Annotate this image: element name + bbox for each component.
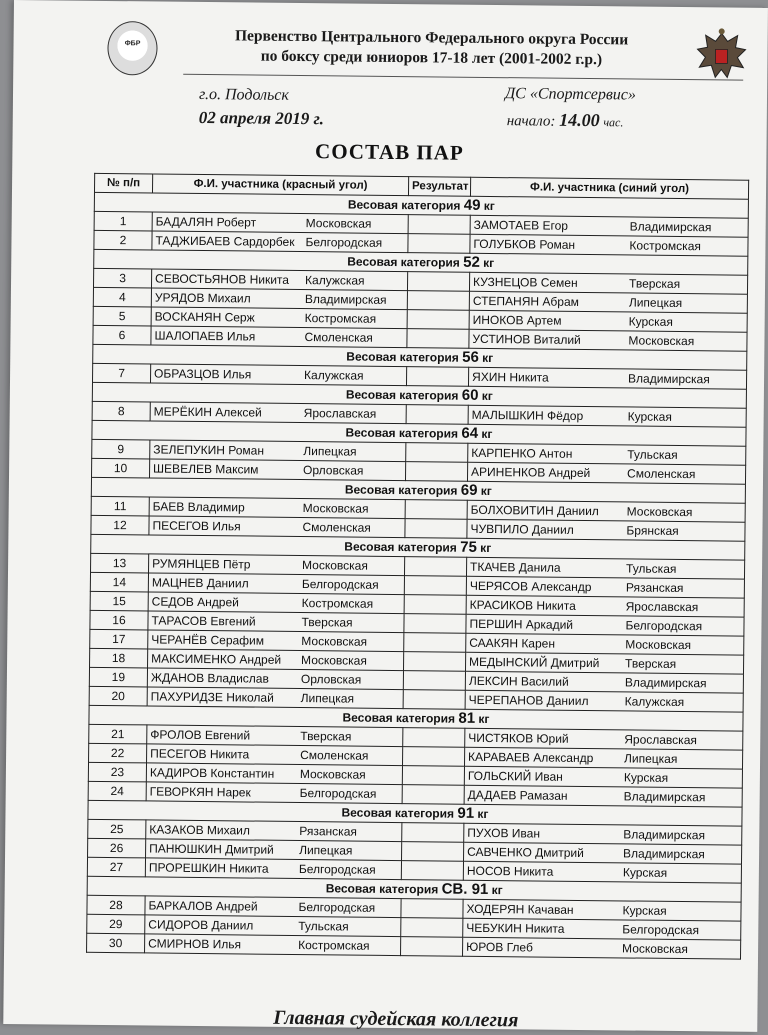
category-unit: кг — [483, 198, 495, 214]
document-title — [181, 26, 681, 71]
blue-athlete-name: УСТИНОВ Виталий — [472, 331, 581, 347]
result-cell — [405, 500, 467, 520]
red-athlete-name: ГЕВОРКЯН Нарек — [149, 783, 251, 800]
red-athlete-name: ЖДАНОВ Владислав — [150, 669, 269, 686]
result-cell — [405, 519, 467, 539]
category-unit: кг — [482, 350, 494, 366]
column-header-red: Ф.И. участника (красный угол) — [152, 174, 408, 196]
red-athlete-region: Тверская — [301, 614, 353, 630]
red-athlete-name: ЧЕРАНЁВ Серафим — [151, 631, 265, 648]
blue-athlete-name: ГОЛУБКОВ Роман — [473, 236, 576, 252]
pair-number: 25 — [88, 819, 146, 839]
red-athlete-name: СМИРНОВ Илья — [148, 935, 242, 951]
pair-number: 2 — [94, 230, 152, 250]
blue-athlete-name: БОЛХОВИТИН Даниил — [470, 502, 599, 518]
result-cell — [404, 614, 466, 634]
category-label: Весовая категория — [342, 710, 456, 726]
category-weight: 49 — [463, 196, 481, 214]
blue-athlete-name: ЮРОВ Глеб — [466, 939, 533, 954]
red-athlete-region: Московская — [301, 633, 368, 649]
category-weight: 69 — [460, 481, 478, 499]
pair-number: 23 — [88, 762, 146, 782]
blue-athlete-region: Курская — [627, 408, 672, 424]
column-header-num: № п/п — [94, 173, 152, 193]
red-athlete-name: ТАРАСОВ Евгений — [151, 612, 256, 629]
pairs-table — [86, 173, 749, 960]
pair-number: 4 — [93, 287, 151, 307]
federation-logo — [107, 21, 158, 76]
red-athlete-region: Московская — [299, 766, 366, 782]
pairs-table-body — [87, 192, 749, 959]
blue-athlete-name: ЧЕРЯСОВ Александр — [469, 578, 592, 594]
pair-number: 27 — [87, 857, 145, 877]
pair-number: 8 — [92, 401, 150, 421]
blue-athlete-region: Московская — [628, 332, 695, 348]
red-athlete-name: ВОСКАНЯН Серж — [154, 308, 255, 325]
event-start — [507, 109, 624, 131]
red-athlete-name: МАКСИМЕНКО Андрей — [151, 650, 282, 667]
result-cell — [403, 671, 465, 691]
category-weight: 75 — [460, 538, 477, 556]
footer-signature: Главная судейская коллегия — [273, 1006, 519, 1032]
red-athlete-region: Белгородская — [298, 861, 376, 877]
page-heading: СОСТАВ ПАР — [314, 139, 464, 165]
blue-athlete-name: СТЕПАНЯН Абрам — [472, 293, 579, 309]
blue-athlete-region: Ярославская — [625, 598, 699, 614]
column-header-result: Результат — [408, 177, 470, 197]
blue-athlete-name: ИНОКОВ Артем — [472, 312, 562, 328]
title-divider — [183, 74, 743, 81]
event-venue: ДС «Спортсервис» — [504, 85, 637, 104]
title-line-1: Первенство Центрального Федерального округа России — [234, 27, 629, 49]
result-cell — [401, 937, 463, 957]
result-cell — [406, 405, 468, 425]
result-cell — [407, 310, 469, 330]
logo-text: ФБР — [124, 40, 141, 48]
result-cell — [405, 462, 467, 482]
category-label: Весовая категория — [347, 197, 461, 213]
red-athlete-region: Смоленская — [302, 519, 371, 535]
result-cell — [408, 215, 470, 235]
blue-athlete-region: Курская — [628, 313, 673, 329]
blue-athlete-region: Московская — [622, 940, 688, 956]
start-label: начало: — [506, 113, 556, 130]
document-header — [93, 11, 754, 88]
red-athlete-name: КАДИРОВ Константин — [149, 764, 275, 781]
red-athlete-region: Владимирская — [304, 291, 387, 307]
red-athlete-name: УРЯДОВ Михаил — [154, 289, 251, 305]
blue-athlete-region: Владимирская — [623, 788, 706, 804]
red-athlete-region: Орловская — [300, 671, 362, 687]
red-athlete-name: РУМЯНЦЕВ Пётр — [152, 555, 251, 572]
blue-athlete-region: Липецкая — [628, 294, 683, 310]
result-cell — [402, 842, 464, 862]
pair-number: 9 — [92, 439, 150, 459]
blue-athlete-name: ПУХОВ Иван — [467, 825, 541, 841]
blue-athlete-name: ХОДЕРЯН Качаван — [466, 901, 574, 917]
category-weight: 91 — [457, 804, 475, 822]
red-athlete-name: СИДОРОВ Даниил — [148, 916, 254, 933]
category-unit: кг — [478, 711, 490, 727]
blue-athlete-region: Владимирская — [629, 218, 712, 234]
blue-athlete-name: ЯХИН Никита — [472, 369, 549, 385]
blue-athlete-region: Тульская — [626, 560, 677, 576]
pair-number: 15 — [90, 591, 148, 611]
pair-number: 19 — [89, 667, 147, 687]
result-cell — [401, 918, 463, 938]
pair-number: 11 — [91, 496, 149, 516]
category-weight: СВ. 91 — [441, 880, 489, 899]
red-athlete-name: ПАНЮШКИН Дмитрий — [149, 840, 274, 857]
category-unit: кг — [480, 540, 492, 556]
red-athlete-name: КАЗАКОВ Михаил — [149, 821, 250, 838]
result-cell — [403, 652, 465, 672]
red-athlete-name: БАЕВ Владимир — [152, 498, 245, 514]
result-cell — [404, 576, 466, 596]
result-cell — [402, 823, 464, 843]
red-athlete-region: Московская — [301, 652, 367, 668]
start-unit: час. — [603, 115, 624, 130]
blue-athlete-region: Тульская — [627, 446, 678, 462]
red-corner-cell — [145, 934, 401, 956]
blue-athlete-name: КУЗНЕЦОВ Семен — [473, 274, 578, 290]
red-athlete-region: Белгородская — [301, 576, 379, 592]
red-athlete-name: ШАЛОПАЕВ Илья — [154, 327, 256, 344]
blue-athlete-name: ЗАМОТАЕВ Егор — [473, 217, 569, 233]
pair-number: 5 — [93, 306, 151, 326]
blue-athlete-name: ЛЕКСИН Василий — [468, 673, 569, 689]
category-label: Весовая категория — [341, 805, 455, 821]
category-unit: кг — [483, 255, 495, 271]
red-athlete-region: Тверская — [300, 728, 352, 744]
category-weight: 60 — [461, 386, 479, 404]
red-athlete-name: ШЕВЕЛЕВ Максим — [153, 460, 259, 477]
red-athlete-name: ОБРАЗЦОВ Илья — [154, 365, 252, 382]
red-athlete-region: Ярославская — [303, 405, 377, 421]
category-label: Весовая категория — [346, 349, 459, 365]
red-athlete-region: Смоленская — [300, 747, 369, 763]
event-city: г.о. Подольск — [198, 85, 290, 104]
result-cell — [403, 690, 465, 710]
red-athlete-region: Тульская — [298, 918, 349, 934]
red-athlete-region: Рязанская — [299, 823, 357, 839]
blue-athlete-name: АРИНЕНКОВ Андрей — [471, 464, 591, 480]
category-weight: 64 — [461, 424, 479, 442]
blue-athlete-name: МАЛЫШКИН Фёдор — [471, 407, 584, 423]
pair-number: 14 — [90, 572, 148, 592]
title-line-2: по боксу среди юниоров 17-18 лет (2001-2002 г.р.) — [260, 47, 603, 69]
red-athlete-region: Орловская — [303, 462, 364, 478]
pair-number: 29 — [87, 914, 145, 934]
event-date: 02 апреля 2019 г. — [198, 107, 324, 129]
red-athlete-region: Белгородская — [305, 234, 383, 250]
blue-athlete-name: САВЧЕНКО Дмитрий — [467, 844, 584, 860]
red-athlete-region: Калужская — [305, 272, 365, 288]
red-athlete-name: СЕДОВ Андрей — [151, 593, 239, 609]
pair-number: 3 — [93, 268, 151, 288]
red-athlete-name: ТАДЖИБАЕВ Сардорбек — [155, 232, 295, 249]
red-athlete-region: Белгородская — [298, 899, 376, 915]
pair-number: 20 — [89, 686, 147, 706]
result-cell — [407, 291, 469, 311]
blue-athlete-name: ЧЕБУКИН Никита — [466, 920, 565, 936]
pair-number: 28 — [87, 895, 145, 915]
red-athlete-name: ПРОРЕШКИН Никита — [148, 859, 269, 876]
category-label: Весовая категория — [344, 539, 457, 555]
blue-athlete-name: ДАДАЕВ Рамазан — [467, 787, 568, 803]
blue-athlete-name: ПЕРШИН Аркадий — [469, 616, 574, 632]
blue-athlete-region: Смоленская — [627, 465, 696, 481]
category-label: Весовая категория — [345, 387, 459, 403]
category-unit: кг — [481, 426, 493, 442]
blue-athlete-region: Московская — [625, 636, 692, 652]
pair-number: 24 — [88, 781, 146, 801]
blue-athlete-region: Брянская — [626, 522, 679, 538]
blue-athlete-region: Московская — [626, 503, 693, 519]
blue-athlete-region: Владимирская — [624, 674, 707, 690]
red-athlete-region: Московская — [305, 215, 372, 231]
pair-number: 10 — [92, 458, 150, 478]
result-cell — [406, 367, 468, 387]
red-athlete-name: МАЦНЕВ Даниил — [151, 574, 249, 590]
category-label: Весовая категория — [345, 425, 459, 441]
column-header-blue: Ф.И. участника (синий угол) — [470, 177, 748, 199]
blue-athlete-name: НОСОВ Никита — [466, 863, 554, 879]
blue-athlete-region: Белгородская — [625, 617, 703, 633]
category-label: Весовая категория — [347, 254, 460, 270]
blue-athlete-region: Тверская — [628, 275, 681, 291]
pair-number: 16 — [90, 610, 148, 630]
red-athlete-name: ЗЕЛЕПУКИН Роман — [153, 441, 265, 458]
blue-athlete-region: Костромская — [629, 237, 701, 253]
document-page — [3, 0, 768, 1032]
blue-athlete-name: МЕДЫНСКИЙ Дмитрий — [469, 654, 600, 670]
blue-athlete-name: КАРАВАЕВ Александр — [468, 749, 594, 765]
category-weight: 52 — [463, 253, 480, 271]
blue-athlete-region: Белгородская — [622, 921, 700, 937]
red-athlete-name: ПЕСЕГОВ Никита — [150, 745, 250, 762]
blue-athlete-region: Липецкая — [624, 750, 678, 766]
start-time: 14.00 — [559, 109, 600, 131]
blue-athlete-name: ТКАЧЕВ Данила — [470, 559, 561, 575]
result-cell — [404, 595, 466, 615]
category-weight: 56 — [462, 348, 479, 366]
red-athlete-region: Белгородская — [299, 785, 377, 801]
result-cell — [408, 234, 470, 254]
blue-athlete-name: ГОЛЬСКИЙ Иван — [467, 768, 563, 784]
red-athlete-region: Костромская — [298, 937, 370, 953]
blue-athlete-name: КРАСИКОВ Никита — [469, 597, 576, 613]
red-athlete-name: МЕРЁКИН Алексей — [153, 403, 262, 420]
blue-athlete-region: Курская — [622, 902, 667, 918]
pair-number: 21 — [89, 724, 147, 744]
red-athlete-region: Московская — [302, 500, 369, 516]
result-cell — [402, 766, 464, 786]
blue-athlete-region: Владимирская — [623, 845, 705, 861]
red-athlete-region: Костромская — [304, 310, 377, 326]
result-cell — [407, 272, 469, 292]
pair-number: 1 — [94, 211, 152, 231]
category-label: Весовая категория — [325, 881, 439, 897]
result-cell — [407, 329, 469, 349]
result-cell — [406, 443, 468, 463]
pair-number: 13 — [91, 553, 149, 573]
pair-number: 26 — [88, 838, 146, 858]
red-athlete-region: Костромская — [301, 595, 374, 611]
result-cell — [401, 861, 463, 881]
red-athlete-region: Липецкая — [299, 842, 353, 858]
red-athlete-name: СЕВОСТЬЯНОВ Никита — [155, 270, 290, 287]
blue-athlete-name: СААКЯН Карен — [469, 635, 556, 651]
category-weight: 81 — [458, 709, 476, 727]
blue-athlete-region: Тверская — [625, 655, 677, 671]
result-cell — [402, 785, 464, 805]
result-cell — [403, 747, 465, 767]
blue-athlete-region: Ярославская — [624, 731, 697, 747]
coat-of-arms-icon — [693, 25, 750, 86]
category-unit: кг — [480, 483, 492, 499]
pair-number: 7 — [93, 363, 151, 383]
red-athlete-name: ПЕСЕГОВ Илья — [152, 517, 241, 533]
red-athlete-region: Калужская — [304, 367, 364, 383]
pair-number: 12 — [91, 515, 149, 535]
result-cell — [404, 557, 466, 577]
red-athlete-region: Липецкая — [303, 443, 357, 459]
category-label: Весовая категория — [344, 482, 458, 498]
result-cell — [401, 899, 463, 919]
red-athlete-region: Липецкая — [300, 690, 355, 706]
pair-number: 22 — [89, 743, 147, 763]
pair-number: 30 — [87, 933, 145, 953]
category-unit: кг — [477, 806, 489, 822]
blue-athlete-region: Владимирская — [628, 370, 710, 386]
blue-athlete-name: ЧИСТЯКОВ Юрий — [468, 730, 569, 746]
category-unit: кг — [481, 388, 493, 404]
red-athlete-name: БАДАЛЯН Роберт — [155, 213, 257, 230]
red-athlete-region: Московская — [302, 557, 368, 573]
blue-athlete-region: Курская — [623, 769, 669, 785]
red-athlete-name: БАРКАЛОВ Андрей — [148, 897, 258, 914]
category-unit: кг — [491, 883, 503, 898]
blue-athlete-region: Калужская — [624, 693, 685, 709]
red-athlete-name: ФРОЛОВ Евгений — [150, 726, 251, 743]
result-cell — [403, 728, 465, 748]
pair-number: 18 — [90, 648, 148, 668]
blue-athlete-region: Владимирская — [623, 826, 706, 842]
blue-athlete-region: Курская — [622, 864, 668, 880]
pair-number: 17 — [90, 629, 148, 649]
red-athlete-region: Смоленская — [304, 329, 373, 345]
result-cell — [404, 633, 466, 653]
red-athlete-name: ПАХУРИДЗЕ Николай — [150, 688, 274, 705]
blue-athlete-name: КАРПЕНКО Антон — [471, 445, 573, 461]
blue-athlete-name: ЧУВПИЛО Даниил — [470, 521, 574, 537]
blue-athlete-name: ЧЕРЕПАНОВ Даниил — [468, 692, 589, 708]
pair-number: 6 — [93, 325, 151, 345]
blue-athlete-region: Рязанская — [625, 579, 684, 595]
blue-corner-cell — [463, 937, 741, 959]
